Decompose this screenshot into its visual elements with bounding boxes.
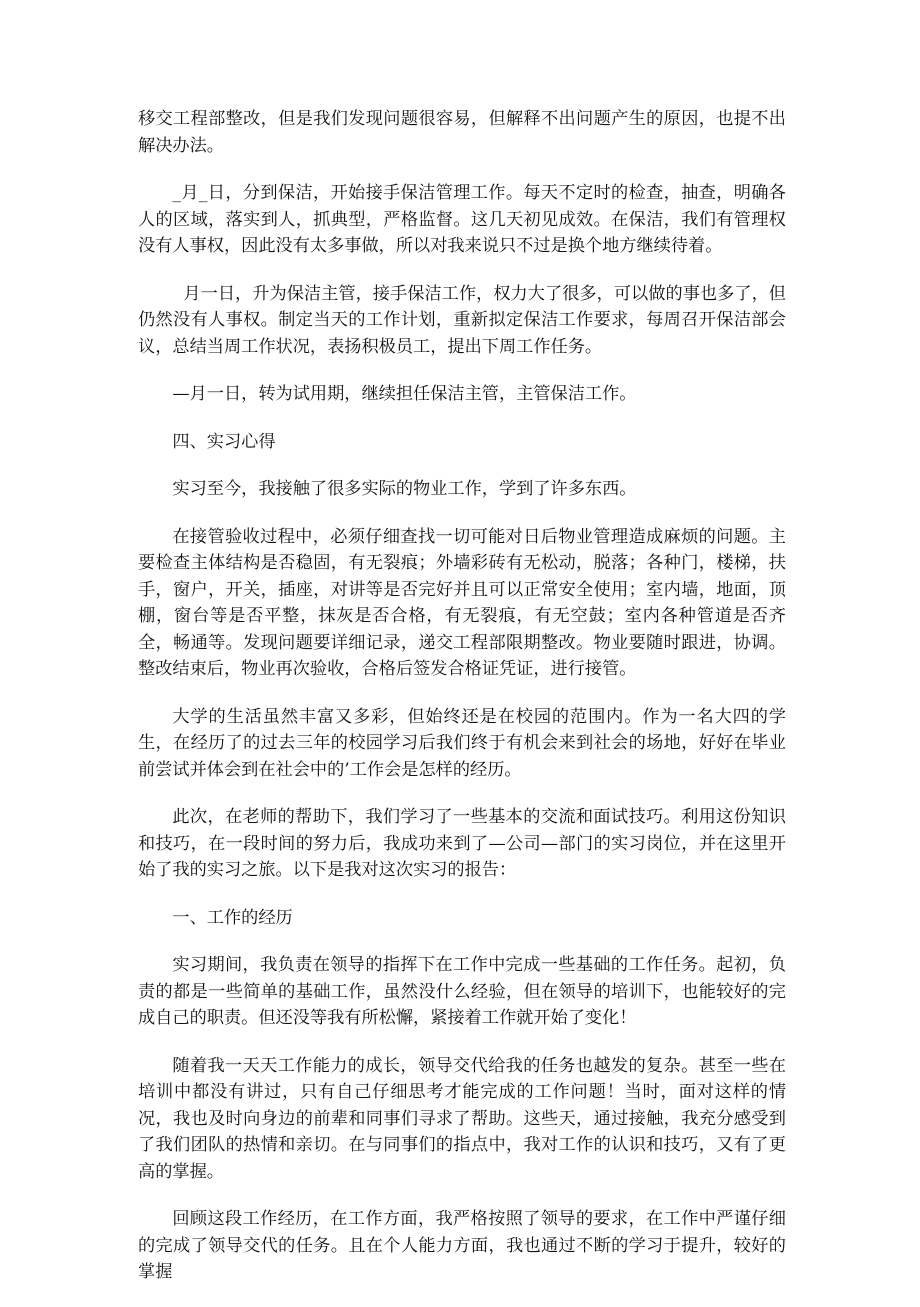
paragraph: 随着我一天天工作能力的成长，领导交代给我的任务也越发的复杂。甚至一些在培训中都没有讲过，只有自己仔细思考才能完成的工作问题！当时，面对这样的情况，我也及时向身边的前辈和同事们寻求了帮助。这些天，通过接触，我充分感受到了我们团队的热情和亲切。在与同事们的指点中，我对工作的认识和技巧，又有了更高的掌握。 [138,1055,786,1182]
paragraph: 回顾这段工作经历，在工作方面，我严格按照了领导的要求，在工作中严谨仔细的完成了领导交代的任务。且在个人能力方面，我也通过不断的学习于提升，较好的掌握 [138,1209,786,1282]
paragraph: 实习至今，我接触了很多实际的物业工作，学到了许多东西。 [172,479,637,499]
paragraph: 月一日，升为保洁主管，接手保洁工作，权力大了很多，可以做的事也多了，但仍然没有人事权。制定当天的工作计划，重新拟定保洁工作要求，每周召开保洁部会议，总结当周工作状况，表扬积极员工，提出下周工作任务。 [138,283,786,357]
paragraph: 此次，在老师的帮助下，我们学习了一些基本的交流和面试技巧。利用这份知识和技巧，在一段时间的努力后，我成功来到了—公司—部门的实习岗位，并在这里开始了我的实习之旅。以下是我对这次实习的报告： [138,807,786,880]
paragraph: 实习期间，我负责在领导的指挥下在工作中完成一些基础的工作任务。起初，负责的都是一些简单的基础工作，虽然没什么经验，但在领导的培训下，也能较好的完成自己的职责。但还没等我有所松懈，紧接着工作就开始了变化！ [138,955,786,1028]
section-heading: 一、工作的经历 [172,907,293,928]
paragraph: _月_日，分到保洁，开始接手保洁管理工作。每天不定时的检查，抽查，明确各人的区域，落实到人，抓典型，严格监督。这几天初见成效。在保洁，我们有管理权没有人事权，因此没有太多事做，所以对我来说只不过是换个地方继续待着。 [138,183,786,256]
paragraph: 大学的生活虽然丰富又多彩，但始终还是在校园的范围内。作为一名大四的学生，在经历了的过去三年的校园学习后我们终于有机会来到社会的场地，好好在毕业前尝试并体会到在社会中的’工作会是怎样的经历。 [138,706,786,780]
paragraph: 在接管验收过程中，必须仔细查找一切可能对日后物业管理造成麻烦的问题。主要检查主体结构是否稳固，有无裂痕；外墙彩砖有无松动，脱落；各种门，楼梯，扶手，窗户，开关，插座，对讲等是否完好并且可以正常安全使用；室内墙，地面，顶棚，窗台等是否平整，抹灰是否合格，有无裂痕，有无空鼓；室内各种管道是否齐全，畅通等。发现问题要详细记录，递交工程部限期整改。物业要随时跟进，协调。整改结束后，物业再次验收，合格后签发合格证凭证，进行接管。 [138,526,786,679]
section-heading: 四、实习心得 [172,431,276,452]
paragraph-continuation: 移交工程部整改，但是我们发现问题很容易，但解释不出问题产生的原因，也提不出解决办法。 [138,109,786,156]
document-body [138,106,786,1307]
paragraph: —月一日，转为试用期，继续担任保洁主管，主管保洁工作。 [172,384,637,404]
